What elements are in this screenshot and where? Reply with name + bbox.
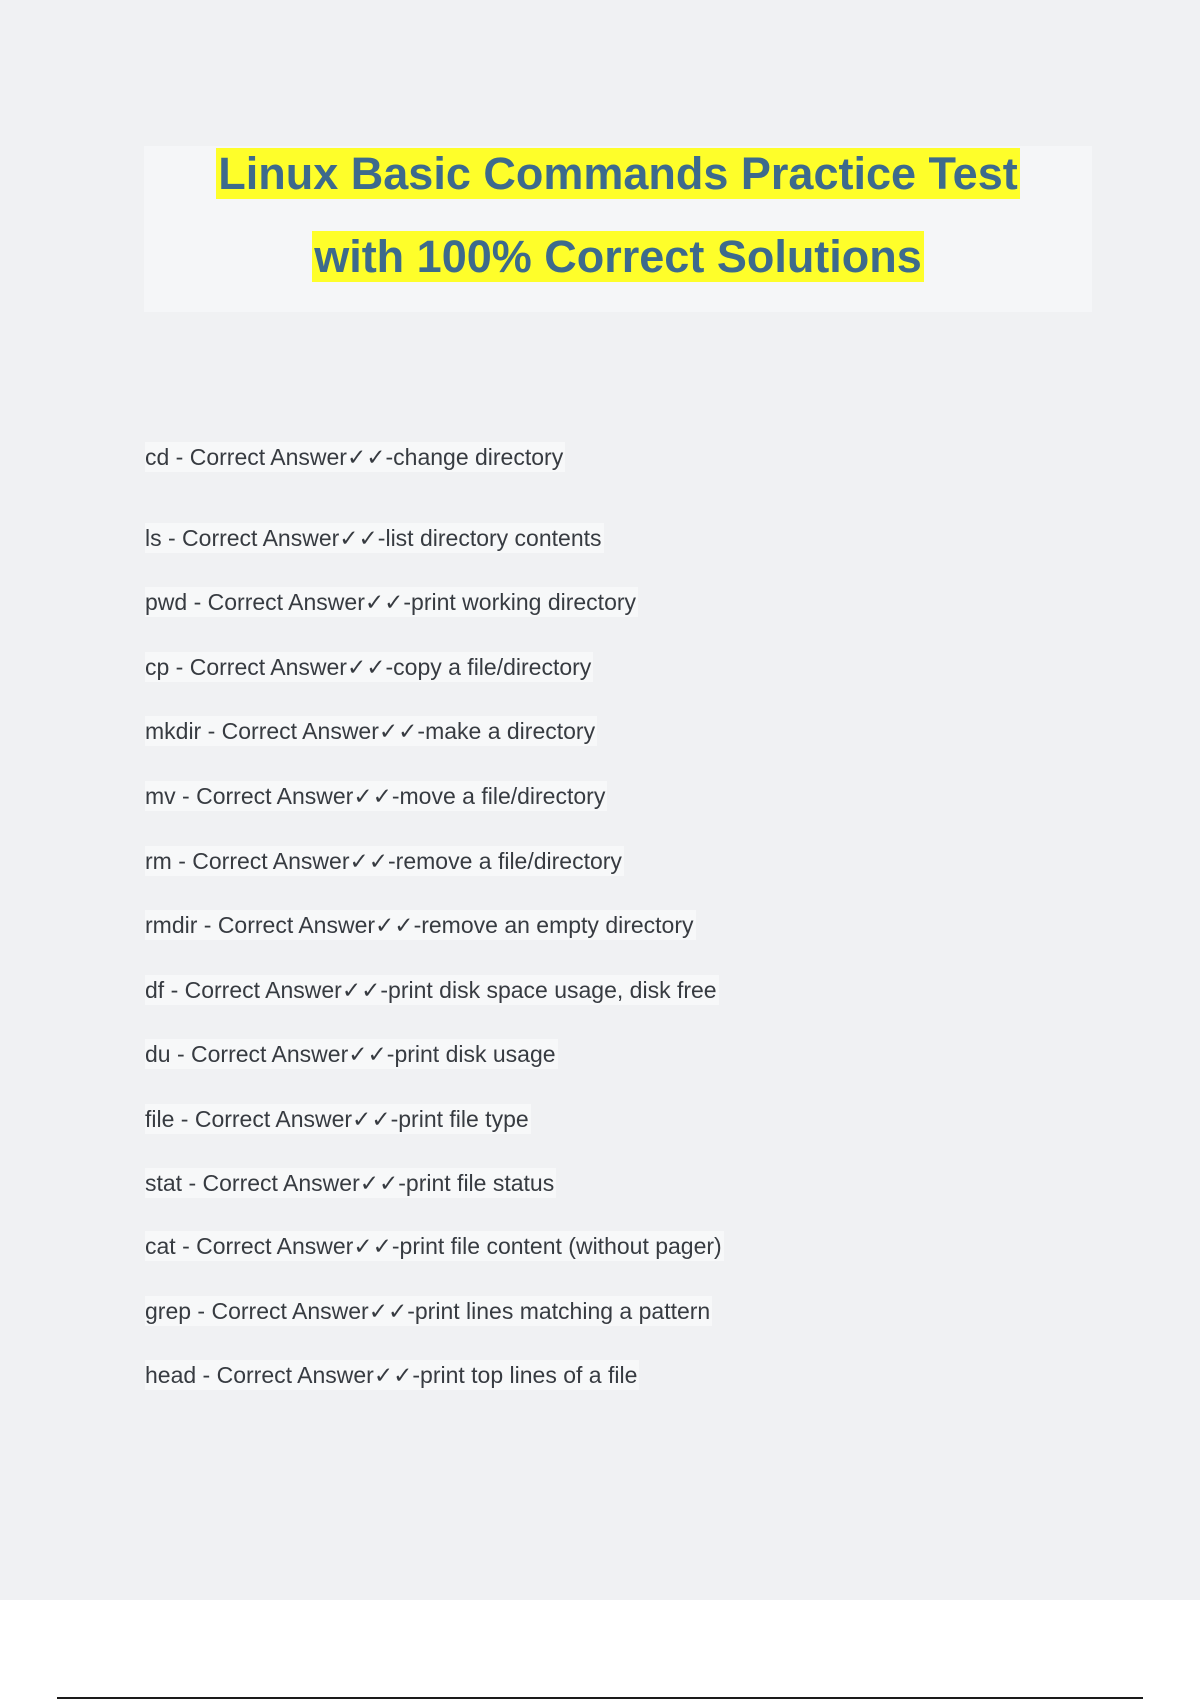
list-item: du - Correct Answer✓✓-print disk usage	[145, 1041, 556, 1067]
list-item: head - Correct Answer✓✓-print top lines of a file	[145, 1362, 638, 1388]
list-item: file - Correct Answer✓✓-print file type	[145, 1106, 529, 1132]
list-item: grep - Correct Answer✓✓-print lines matching a pattern	[145, 1298, 711, 1324]
list-item: ls - Correct Answer✓✓-list directory contents	[145, 525, 602, 551]
document-title-line-1	[144, 148, 1092, 200]
list-item: cat - Correct Answer✓✓-print file content (without pager)	[145, 1233, 722, 1259]
list-item: df - Correct Answer✓✓-print disk space usage, disk free	[145, 977, 717, 1003]
list-item: pwd - Correct Answer✓✓-print working directory	[145, 589, 637, 615]
list-item: rmdir - Correct Answer✓✓-remove an empty directory	[145, 912, 694, 938]
list-item: mkdir - Correct Answer✓✓-make a directory	[145, 718, 596, 744]
document-title-line-2	[144, 231, 1092, 283]
title-highlight-2: with 100% Correct Solutions	[314, 231, 922, 282]
bottom-divider	[57, 1697, 1143, 1699]
list-item: cp - Correct Answer✓✓-copy a file/directory	[145, 654, 592, 680]
title-highlight-1: Linux Basic Commands Practice Test	[218, 148, 1018, 199]
list-item: cd - Correct Answer✓✓-change directory	[145, 444, 564, 470]
list-item: mv - Correct Answer✓✓-move a file/directory	[145, 783, 606, 809]
list-item: rm - Correct Answer✓✓-remove a file/directory	[145, 848, 622, 874]
list-item: stat - Correct Answer✓✓-print file status	[145, 1170, 555, 1196]
